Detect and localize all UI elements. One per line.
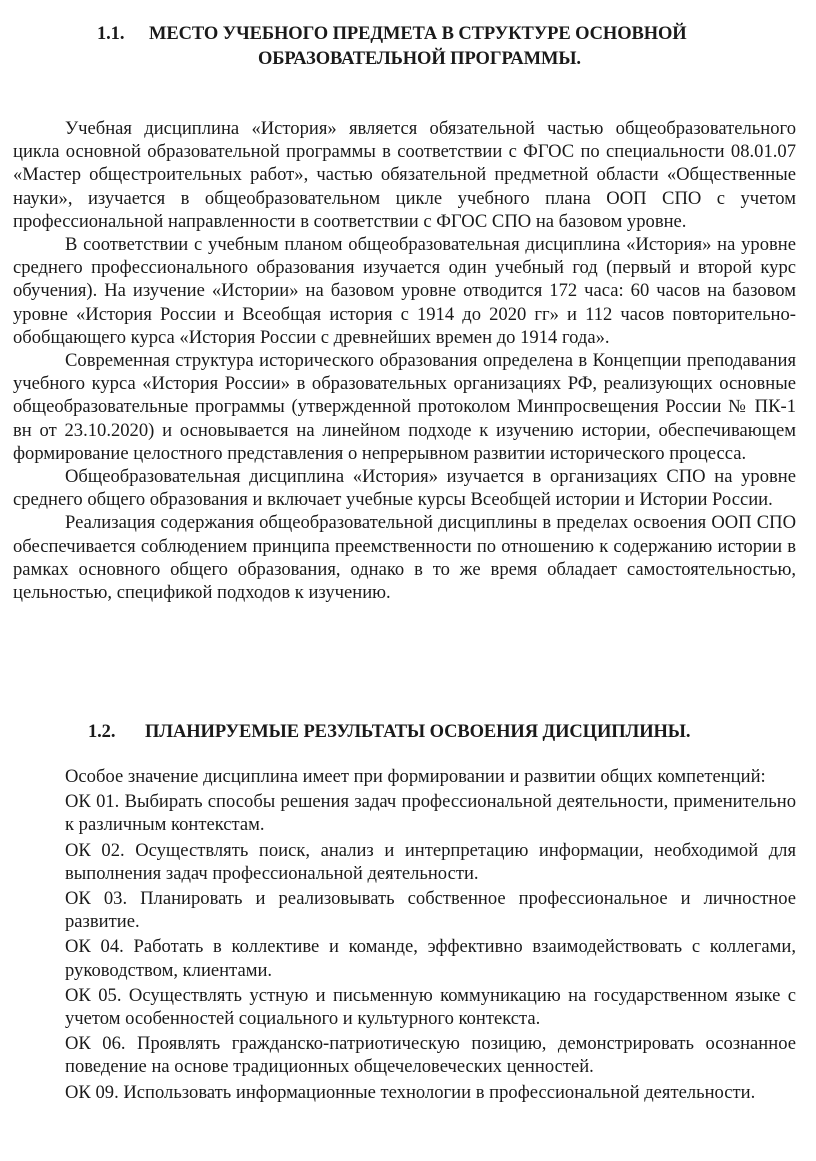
competency-ok01: ОК 01. Выбирать способы решения задач профессиональной деятельности, применительно к различным контекстам. — [65, 791, 796, 836]
section-1-body — [13, 117, 796, 604]
section-1-number: 1.1. — [97, 24, 125, 44]
paragraph-3: Современная структура исторического образования определена в Концепции преподавания учебного курса «История России» в образовательных организациях РФ, реализующих основные общеобразовательные программы (утвержденной протоколом Минпросвещения России № ПК-1 вн от 23.10.2020) и основывается на линейном подходе к изучению истории, обеспечивающем формирование целостного представления о непрерывном развитии исторического процесса. — [13, 350, 796, 464]
section-2-number: 1.2. — [88, 722, 116, 742]
competency-ok04: ОК 04. Работать в коллективе и команде, эффективно взаимодействовать с коллегами, руководством, клиентами. — [65, 936, 796, 981]
paragraph-1: Учебная дисциплина «История» является обязательной частью общеобразовательного цикла основной образовательной программы в соответствии с ФГОС по специальности 08.01.07 «Мастер общестроительных работ», частью обязательной предметной области «Общественные науки», изучается в общеобразовательном цикле учебного плана ООП СПО с учетом профессиональной направленности в соответствии с ФГОС СПО на базовом уровне. — [13, 118, 796, 232]
section-1-title-line2: ОБРАЗОВАТЕЛЬНОЙ ПРОГРАММЫ. — [258, 49, 581, 69]
competency-ok02: ОК 02. Осуществлять поиск, анализ и интерпретацию информации, необходимой для выполнения задач профессиональной деятельности. — [65, 839, 796, 884]
paragraph-4: Общеобразовательная дисциплина «История» изучается в организациях СПО на уровне среднего общего образования и включает учебные курсы Всеобщей истории и Истории России. — [13, 466, 796, 511]
competency-ok06: ОК 06. Проявлять гражданско-патриотическую позицию, демонстрировать осознанное поведение на основе традиционных общечеловеческих ценностей. — [65, 1033, 796, 1078]
paragraph-2: В соответствии с учебным планом общеобразовательная дисциплина «История» на уровне среднего профессионального образования изучается один учебный год (первый и второй курс обучения). На изучение «Истории» на базовом уровне отводится 172 часа: 60 часов на базовом уровне «История России и Всеобщая история с 1914 до 2020 гг» и 112 часов повторительно-обобщающего курса «История России с древнейших времен до 1914 года». — [13, 234, 796, 348]
competencies-intro: Особое значение дисциплина имеет при формировании и развитии общих компетенций: — [65, 766, 766, 787]
paragraph-5: Реализация содержания общеобразовательной дисциплины в пределах освоения ООП СПО обеспечивается соблюдением принципа преемственности по отношению к содержанию истории в рамках основного общего образования, однако в то же время обладает самостоятельностью, цельностью, спецификой подходов к изучению. — [13, 512, 796, 604]
section-1-title-line1: МЕСТО УЧЕБНОГО ПРЕДМЕТА В СТРУКТУРЕ ОСНОВНОЙ — [149, 24, 687, 44]
section-2-title: ПЛАНИРУЕМЫЕ РЕЗУЛЬТАТЫ ОСВОЕНИЯ ДИСЦИПЛИНЫ. — [145, 722, 691, 742]
competency-ok03: ОК 03. Планировать и реализовывать собственное профессиональное и личностное развитие. — [65, 888, 796, 933]
competency-ok09: ОК 09. Использовать информационные технологии в профессиональной деятельности. — [65, 1081, 756, 1103]
section-2-body — [13, 765, 796, 1104]
competency-ok05: ОК 05. Осуществлять устную и письменную коммуникацию на государственном языке с учетом особенностей социального и культурного контекста. — [65, 984, 796, 1030]
section-2-heading — [88, 720, 748, 746]
section-1-heading — [97, 22, 737, 72]
